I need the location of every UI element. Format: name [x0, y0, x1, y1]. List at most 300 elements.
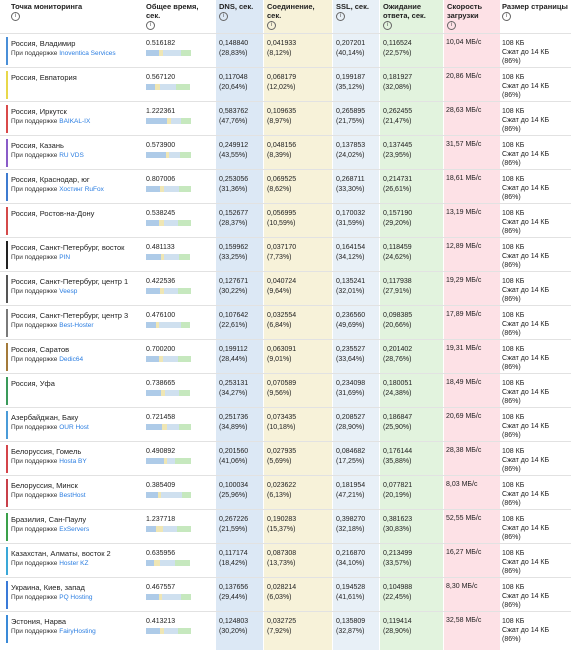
total-time: 0.700200: [146, 346, 176, 353]
timing-bar: [146, 390, 191, 396]
wait-cell: 0,104988 (22,45%): [383, 584, 413, 601]
location-marker: [6, 547, 8, 575]
location-cell: [11, 447, 141, 466]
page-size: 108 КБ Сжат до 14 КБ (86%): [502, 584, 550, 609]
page-size: 108 КБ Сжат до 14 КБ (86%): [502, 448, 550, 473]
location-cell: [11, 549, 141, 568]
info-icon[interactable]: i: [502, 12, 511, 21]
timing-bar-ssl: [162, 594, 181, 600]
timing-bar-wait: [181, 50, 191, 56]
timing-bar-wait: [181, 118, 191, 124]
timing-bar-dns: [146, 118, 167, 124]
wait-cell: 0,180051 (24,38%): [383, 380, 413, 397]
supported-by: При поддержке FairyHosting: [11, 627, 96, 635]
connect-cell: 0,063091 (9,01%): [267, 346, 297, 363]
ssl-cell: 0,194528 (41,61%): [336, 584, 366, 601]
timing-bar-dns: [146, 152, 166, 158]
timing-bar-wait: [180, 152, 191, 158]
timing-bar: [146, 152, 191, 158]
dns-cell: 0,251736 (34,89%): [219, 414, 249, 431]
dns-cell: 0,249912 (43,55%): [219, 142, 249, 159]
timing-bar: [146, 50, 191, 56]
total-time: 0.490892: [146, 448, 176, 455]
download-speed: 16,27 МБ/с: [446, 549, 482, 556]
download-speed: 19,29 МБ/с: [446, 277, 482, 284]
host-link[interactable]: RU VDS: [59, 151, 84, 159]
ssl-cell: 0,084682 (17,25%): [336, 448, 366, 465]
total-time: 0.385409: [146, 482, 176, 489]
header-speed: Скорость загрузки i: [447, 2, 483, 28]
table-row: [0, 441, 571, 476]
timing-bar-wait: [178, 356, 191, 362]
location-cell: [11, 583, 141, 602]
total-time: 0.516182: [146, 40, 176, 47]
timing-bar-dns: [146, 50, 159, 56]
total-time: 0.721458: [146, 414, 176, 421]
dns-cell: 0,159962 (33,25%): [219, 244, 249, 261]
location-name: Россия, Санкт-Петербург, центр 3: [11, 311, 129, 320]
table-row: [0, 67, 571, 102]
timing-bar-dns: [146, 220, 159, 226]
wait-cell: 0,176144 (35,88%): [383, 448, 413, 465]
total-time: 1.222361: [146, 108, 176, 115]
info-icon[interactable]: i: [219, 12, 228, 21]
wait-cell: 0,137445 (23,95%): [383, 142, 413, 159]
download-speed: 20,86 МБ/с: [446, 73, 482, 80]
page-size: 108 КБ Сжат до 14 КБ (86%): [502, 516, 550, 541]
table-row: [0, 373, 571, 408]
location-name: Россия, Евпатория: [11, 73, 77, 82]
dns-cell: 0,152677 (28,37%): [219, 210, 249, 227]
location-cell: [11, 345, 141, 364]
supported-by: При поддержке BestHost: [11, 491, 86, 499]
page-size: 108 КБ Сжат до 14 КБ (86%): [502, 210, 550, 235]
total-time: 0.422536: [146, 278, 176, 285]
location-marker: [6, 275, 8, 303]
location-cell: [11, 311, 141, 330]
info-icon[interactable]: i: [146, 21, 155, 30]
download-speed: 13,19 МБ/с: [446, 209, 482, 216]
timing-bar: [146, 254, 191, 260]
wait-cell: 0,381623 (30,83%): [383, 516, 413, 533]
location-name: Россия, Ростов-на-Дону: [11, 209, 95, 218]
ssl-cell: 0,208527 (28,90%): [336, 414, 366, 431]
location-name: Белоруссия, Минск: [11, 481, 78, 490]
supported-by: При поддержке Хостинг RuFox: [11, 185, 104, 193]
dns-cell: 0,107642 (22,61%): [219, 312, 249, 329]
total-time: 0.573900: [146, 142, 176, 149]
timing-bar-wait: [176, 84, 190, 90]
location-marker: [6, 37, 8, 65]
location-name: Россия, Уфа: [11, 379, 55, 388]
timing-bar-wait: [175, 458, 191, 464]
table-row: [0, 237, 571, 272]
timing-bar: [146, 186, 191, 192]
host-link[interactable]: Best-Hoster: [59, 321, 94, 329]
table-row: [0, 611, 571, 646]
timing-bar-ssl: [167, 458, 175, 464]
wait-cell: 0,119414 (28,90%): [383, 618, 412, 635]
timing-bar-wait: [182, 492, 191, 498]
timing-bar-dns: [146, 322, 156, 328]
supported-by: При поддержке RU VDS: [11, 151, 84, 159]
timing-bar-ssl: [159, 322, 181, 328]
connect-cell: 0,037170 (7,73%): [267, 244, 297, 261]
host-link[interactable]: PIN: [59, 253, 71, 261]
total-time: 0.476100: [146, 312, 176, 319]
location-cell: [11, 413, 141, 432]
location-cell: [11, 107, 141, 126]
location-marker: [6, 445, 8, 473]
host-link[interactable]: ExServers: [59, 525, 90, 533]
dns-cell: 0,124803 (30,20%): [219, 618, 249, 635]
dns-cell: 0,267226 (21,59%): [219, 516, 249, 533]
location-marker: [6, 173, 8, 201]
timing-bar-dns: [146, 84, 155, 90]
download-speed: 19,31 МБ/с: [446, 345, 482, 352]
dns-cell: 0,127671 (30,22%): [219, 278, 249, 295]
timing-bar-dns: [146, 390, 161, 396]
timing-bar-ssl: [160, 560, 175, 566]
supported-by: При поддержке OUR Host: [11, 423, 89, 431]
connect-cell: 0,041933 (8,12%): [267, 40, 297, 57]
download-speed: 10,04 МБ/с: [446, 39, 482, 46]
timing-bar-dns: [146, 492, 158, 498]
location-marker: [6, 71, 8, 99]
total-time: 1.237718: [146, 516, 176, 523]
timing-bar: [146, 628, 191, 634]
timing-bar: [146, 322, 191, 328]
connect-cell: 0,023622 (6,13%): [267, 482, 297, 499]
timing-bar-ssl: [161, 492, 182, 498]
timing-bar: [146, 288, 191, 294]
timing-bar-wait: [175, 560, 190, 566]
page-size: 108 КБ Сжат до 14 КБ (86%): [502, 278, 550, 303]
host-link[interactable]: Хостинг RuFox: [59, 185, 104, 193]
location-cell: [11, 175, 141, 194]
location-marker: [6, 105, 8, 133]
supported-by: При поддержке ExServers: [11, 525, 90, 533]
wait-cell: 0,157190 (29,20%): [383, 210, 413, 227]
total-time: 0.807006: [146, 176, 176, 183]
timing-bar-connect: [156, 526, 163, 532]
download-speed: 8,03 МБ/с: [446, 481, 478, 488]
location-marker: [6, 513, 8, 541]
table-row: [0, 339, 571, 374]
connect-cell: 0,028214 (6,03%): [267, 584, 297, 601]
wait-cell: 0,117938 (27,91%): [383, 278, 412, 295]
table-row: [0, 33, 571, 68]
table-row: [0, 305, 571, 340]
timing-bar: [146, 458, 191, 464]
connect-cell: 0,069525 (8,62%): [267, 176, 297, 193]
timing-bar: [146, 424, 191, 430]
download-speed: 12,89 МБ/с: [446, 243, 482, 250]
page-size: 108 КБ Сжат до 14 КБ (86%): [502, 108, 550, 133]
page-size: 108 КБ Сжат до 14 КБ (86%): [502, 618, 550, 643]
timing-bar: [146, 84, 191, 90]
wait-cell: 0,116524 (22,57%): [383, 40, 412, 57]
download-speed: 20,69 МБ/с: [446, 413, 482, 420]
table-row: [0, 135, 571, 170]
timing-bar: [146, 492, 191, 498]
location-cell: [11, 243, 141, 262]
location-name: Белоруссия, Гомель: [11, 447, 82, 456]
timing-bar-ssl: [163, 356, 178, 362]
dns-cell: 0,583762 (47,76%): [219, 108, 249, 125]
location-marker: [6, 207, 8, 235]
timing-bar-ssl: [165, 390, 179, 396]
wait-cell: 0,262455 (21,47%): [383, 108, 413, 125]
supported-by: При поддержке Inoventica Services: [11, 49, 116, 57]
wait-cell: 0,201402 (28,76%): [383, 346, 413, 363]
connect-cell: 0,056995 (10,59%): [267, 210, 297, 227]
total-time: 0.413213: [146, 618, 176, 625]
supported-by: При поддержке Best-Hoster: [11, 321, 94, 329]
host-link[interactable]: FairyHosting: [59, 627, 96, 635]
location-name: Россия, Казань: [11, 141, 64, 150]
header-total: Общее время, сек. i: [146, 2, 199, 28]
timing-bar-wait: [179, 186, 191, 192]
table-row: [0, 271, 571, 306]
timing-bar-dns: [146, 458, 164, 464]
download-speed: 28,38 МБ/с: [446, 447, 482, 454]
connect-cell: 0,087308 (13,73%): [267, 550, 297, 567]
location-cell: [11, 141, 141, 160]
ssl-cell: 0,199187 (35,12%): [336, 74, 366, 91]
info-icon[interactable]: i: [11, 12, 20, 21]
connect-cell: 0,073435 (10,18%): [267, 414, 297, 431]
ssl-cell: 0,137853 (24,02%): [336, 142, 366, 159]
supported-by: При поддержке Veesp: [11, 287, 78, 295]
total-time: 0.635956: [146, 550, 176, 557]
location-cell: [11, 617, 141, 636]
timing-bar-ssl: [160, 84, 176, 90]
page-size: 108 КБ Сжат до 14 КБ (86%): [502, 550, 550, 575]
host-link[interactable]: Inoventica Services: [59, 49, 116, 57]
table-row: [0, 203, 571, 238]
timing-bar-ssl: [171, 118, 181, 124]
table-header: [0, 0, 571, 32]
location-cell: [11, 209, 141, 219]
host-link[interactable]: PQ Hosting: [59, 593, 93, 601]
host-link[interactable]: BestHost: [59, 491, 86, 499]
info-icon[interactable]: i: [383, 21, 392, 30]
table-row: [0, 543, 571, 578]
location-marker: [6, 479, 8, 507]
host-link[interactable]: Hosta BY: [59, 457, 87, 465]
connect-cell: 0,048156 (8,39%): [267, 142, 297, 159]
dns-cell: 0,100034 (25,96%): [219, 482, 249, 499]
dns-cell: 0,117048 (20,64%): [219, 74, 248, 91]
timing-bar-wait: [179, 254, 190, 260]
timing-bar-dns: [146, 356, 159, 362]
page-size: 108 КБ Сжат до 14 КБ (86%): [502, 244, 550, 269]
table-row: [0, 407, 571, 442]
timing-bar-dns: [146, 560, 154, 566]
supported-by: При поддержке Hosta BY: [11, 457, 87, 465]
supported-by: При поддержке Hoster KZ: [11, 559, 89, 567]
dns-cell: 0,253056 (31,36%): [219, 176, 249, 193]
dns-cell: 0,117174 (18,42%): [219, 550, 248, 567]
page-size: 108 КБ Сжат до 14 КБ (86%): [502, 176, 550, 201]
timing-bar-ssl: [164, 220, 178, 226]
download-speed: 52,55 МБ/с: [446, 515, 482, 522]
dns-cell: 0,253131 (34,27%): [219, 380, 249, 397]
page-size: 108 КБ Сжат до 14 КБ (86%): [502, 142, 550, 167]
location-name: Россия, Краснодар, юг: [11, 175, 90, 184]
location-marker: [6, 241, 8, 269]
page-size: 108 КБ Сжат до 14 КБ (86%): [502, 346, 550, 371]
page-size: 108 КБ Сжат до 14 КБ (86%): [502, 74, 550, 99]
location-marker: [6, 615, 8, 643]
timing-bar-wait: [178, 288, 191, 294]
connect-cell: 0,032554 (6,84%): [267, 312, 297, 329]
total-time: 0.567120: [146, 74, 176, 81]
connect-cell: 0,070589 (9,56%): [267, 380, 297, 397]
info-icon[interactable]: i: [267, 21, 276, 30]
ssl-cell: 0,268711 (33,30%): [336, 176, 365, 193]
ssl-cell: 0,135241 (32,01%): [336, 278, 366, 295]
dns-cell: 0,201560 (41,06%): [219, 448, 249, 465]
info-icon[interactable]: i: [447, 21, 456, 30]
header-location: Точка мониторинга i: [11, 2, 83, 19]
location-name: Азербайджан, Баку: [11, 413, 79, 422]
header-ssl: SSL, сек. i: [336, 2, 369, 19]
connect-cell: 0,109635 (8,97%): [267, 108, 297, 125]
location-name: Бразилия, Сан-Паулу: [11, 515, 87, 524]
total-time: 0.738665: [146, 380, 176, 387]
timing-bar: [146, 356, 191, 362]
timing-bar: [146, 118, 191, 124]
header-wait: Ожидание ответа, сек. i: [383, 2, 426, 28]
dns-cell: 0,199112 (28,44%): [219, 346, 248, 363]
timing-bar-ssl: [164, 628, 179, 634]
supported-by: При поддержке Dedic64: [11, 355, 84, 363]
timing-bar-wait: [181, 594, 191, 600]
ssl-cell: 0,265895 (21,75%): [336, 108, 366, 125]
page-size: 108 КБ Сжат до 14 КБ (86%): [502, 414, 550, 439]
table-row: [0, 101, 571, 136]
location-name: Россия, Санкт-Петербург, центр 1: [11, 277, 129, 286]
timing-bar-wait: [178, 220, 191, 226]
ssl-cell: 0,170032 (31,59%): [336, 210, 366, 227]
download-speed: 17,89 МБ/с: [446, 311, 482, 318]
location-cell: [11, 73, 141, 83]
timing-bar: [146, 560, 191, 566]
timing-bar-wait: [177, 526, 191, 532]
download-speed: 31,57 МБ/с: [446, 141, 482, 148]
location-name: Россия, Владимир: [11, 39, 76, 48]
timing-bar-dns: [146, 254, 161, 260]
total-time: 0.467557: [146, 584, 176, 591]
ssl-cell: 0,207201 (40,14%): [336, 40, 366, 57]
table-row: [0, 509, 571, 544]
timing-bar-wait: [181, 322, 190, 328]
location-marker: [6, 377, 8, 405]
timing-bar-ssl: [164, 288, 178, 294]
header-size: Размер страницы i: [502, 2, 568, 19]
page-size: 108 КБ Сжат до 14 КБ (86%): [502, 482, 550, 507]
supported-by: При поддержке PQ Hosting: [11, 593, 93, 601]
host-link[interactable]: Veesp: [59, 287, 78, 295]
table-row: [0, 577, 571, 612]
timing-bar-ssl: [163, 50, 181, 56]
download-speed: 18,61 МБ/с: [446, 175, 482, 182]
wait-cell: 0,186847 (25,90%): [383, 414, 413, 431]
timing-bar-dns: [146, 186, 160, 192]
download-speed: 8,30 МБ/с: [446, 583, 478, 590]
host-link[interactable]: Dedic64: [59, 355, 84, 363]
host-link[interactable]: Hoster KZ: [59, 559, 89, 567]
supported-by: При поддержке PIN: [11, 253, 71, 261]
download-speed: 18,49 МБ/с: [446, 379, 482, 386]
wait-cell: 0,181927 (32,08%): [383, 74, 413, 91]
total-time: 0.481133: [146, 244, 175, 251]
location-marker: [6, 581, 8, 609]
table-row: [0, 169, 571, 204]
location-name: Украина, Киев, запад: [11, 583, 85, 592]
download-speed: 28,63 МБ/с: [446, 107, 482, 114]
timing-bar-dns: [146, 288, 160, 294]
location-cell: [11, 515, 141, 534]
connect-cell: 0,040724 (9,64%): [267, 278, 297, 295]
download-speed: 32,58 МБ/с: [446, 617, 482, 624]
wait-cell: 0,077821 (20,19%): [383, 482, 413, 499]
location-name: Россия, Саратов: [11, 345, 70, 354]
timing-bar-wait: [178, 628, 191, 634]
timing-bar-ssl: [169, 152, 180, 158]
location-name: Россия, Санкт-Петербург, восток: [11, 243, 125, 252]
timing-bar-ssl: [163, 526, 177, 532]
wait-cell: 0,098385 (20,66%): [383, 312, 413, 329]
host-link[interactable]: BAIKAL-IX: [59, 117, 91, 125]
dns-cell: 0,148840 (28,83%): [219, 40, 249, 57]
page-size: 108 КБ Сжат до 14 КБ (86%): [502, 40, 550, 65]
timing-bar-dns: [146, 526, 156, 532]
total-time: 0.538245: [146, 210, 176, 217]
timing-bar: [146, 220, 191, 226]
wait-cell: 0,118459 (24,62%): [383, 244, 412, 261]
header-connect: Соединение, сек. i: [267, 2, 315, 28]
location-marker: [6, 139, 8, 167]
host-link[interactable]: OUR Host: [59, 423, 89, 431]
location-marker: [6, 343, 8, 371]
connect-cell: 0,068179 (12,02%): [267, 74, 297, 91]
info-icon[interactable]: i: [336, 12, 345, 21]
location-cell: [11, 379, 141, 389]
page-size: 108 КБ Сжат до 14 КБ (86%): [502, 380, 550, 405]
timing-bar-dns: [146, 628, 160, 634]
page-size: 108 КБ Сжат до 14 КБ (86%): [502, 312, 550, 337]
table-row: [0, 475, 571, 510]
ssl-cell: 0,135809 (32,87%): [336, 618, 366, 635]
connect-cell: 0,027935 (5,69%): [267, 448, 297, 465]
location-name: Эстония, Нарва: [11, 617, 67, 626]
timing-bar-ssl: [167, 424, 180, 430]
location-cell: [11, 481, 141, 500]
supported-by: При поддержке BAIKAL-IX: [11, 117, 91, 125]
ssl-cell: 0,236560 (49,69%): [336, 312, 366, 329]
ssl-cell: 0,398270 (32,18%): [336, 516, 366, 533]
timing-bar: [146, 526, 191, 532]
ssl-cell: 0,216870 (34,10%): [336, 550, 366, 567]
ssl-cell: 0,234098 (31,69%): [336, 380, 366, 397]
ssl-cell: 0,235527 (33,64%): [336, 346, 366, 363]
connect-cell: 0,032725 (7,92%): [267, 618, 297, 635]
wait-cell: 0,214731 (26,61%): [383, 176, 413, 193]
location-name: Россия, Иркутск: [11, 107, 67, 116]
